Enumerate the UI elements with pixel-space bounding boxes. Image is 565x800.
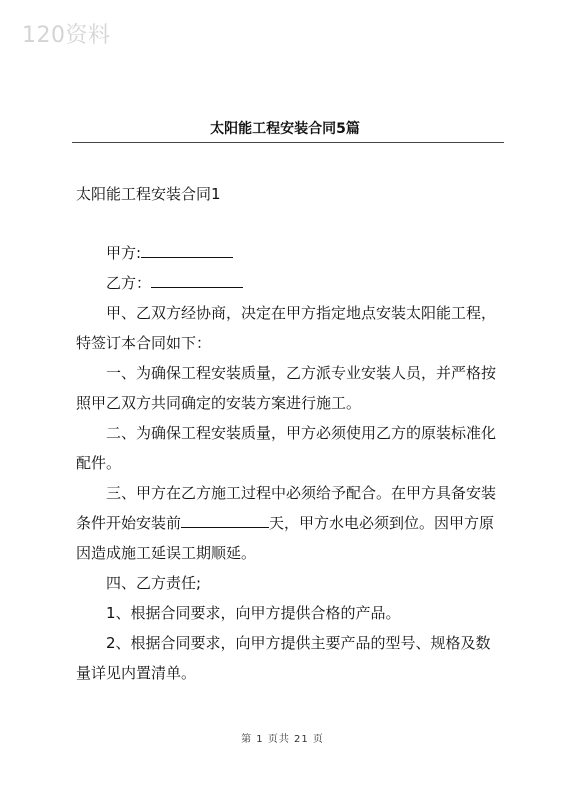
paragraph-2-line-2: 照甲乙双方共同确定的安装方案进行施工。 (76, 394, 362, 412)
page-number-footer: 第 1 页共 21 页 (241, 734, 324, 745)
paragraph-1-line-2: 特签订本合同如下： (76, 334, 212, 352)
party-b-label: 乙方： (106, 274, 152, 292)
title-divider (72, 142, 504, 143)
party-b-line (106, 273, 243, 293)
paragraph-2-line-1: 一、为确保工程安装质量，乙方派专业安装人员，并严格按 (106, 364, 497, 382)
party-b-blank (151, 273, 243, 288)
paragraph-4-line-2 (76, 513, 494, 533)
party-a-label: 甲方: (106, 244, 142, 262)
paragraph-4-line-3: 因造成施工延误工期顺延。 (76, 544, 257, 562)
paragraph-7-line-2: 量详见内置清单。 (76, 664, 197, 682)
paragraph-4-text-before: 条件开始安装前 (76, 514, 182, 532)
paragraph-1-line-1: 甲、乙双方经协商，决定在甲方指定地点安装太阳能工程， (106, 304, 497, 322)
document-title: 太阳能工程安装合同5篇 (210, 121, 360, 137)
paragraph-6: 1、根据合同要求，向甲方提供合格的产品。 (106, 604, 401, 622)
section-heading: 太阳能工程安装合同1 (76, 185, 221, 203)
watermark-logo: 120资料 (22, 23, 111, 48)
party-a-blank (141, 243, 233, 258)
paragraph-3-line-2: 配件。 (76, 454, 122, 472)
paragraph-5: 四、乙方责任; (106, 574, 202, 592)
paragraph-4-text-after: 天，甲方水电必须到位。因甲方原 (269, 514, 495, 532)
paragraph-3-line-1: 二、为确保工程安装质量，甲方必须使用乙方的原装标准化 (106, 424, 497, 442)
install-days-blank (181, 513, 269, 528)
paragraph-4-line-1: 三、甲方在乙方施工过程中必须给予配合。在甲方具备安装 (106, 484, 497, 502)
party-a-line (106, 243, 233, 263)
paragraph-7-line-1: 2、根据合同要求，向甲方提供主要产品的型号、规格及数 (106, 634, 491, 652)
